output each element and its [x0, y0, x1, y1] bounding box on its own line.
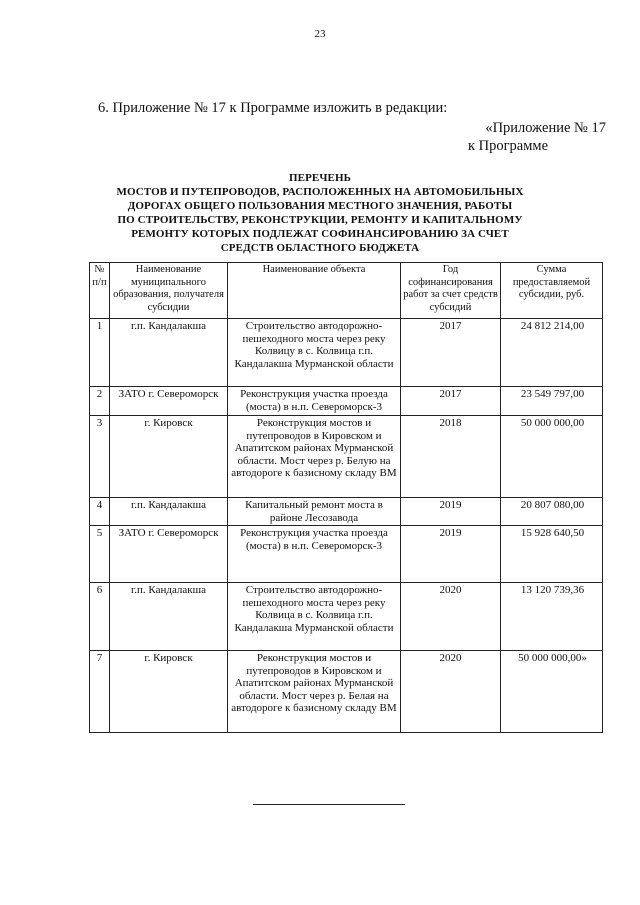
cell-object: Реконструкция участка проезда (моста) в н.п. Североморск-3 [228, 526, 401, 583]
title-line-3: ДОРОГАХ ОБЩЕГО ПОЛЬЗОВАНИЯ МЕСТНОГО ЗНАЧЕНИЯ, РАБОТЫ [127, 200, 513, 212]
cell-municipality: г. Кировск [110, 416, 228, 498]
cell-year: 2020 [401, 583, 501, 651]
header-amount: Сумма предоставляемой субсидии, руб. [501, 263, 603, 319]
table-row [90, 526, 603, 583]
cell-amount: 23 549 797,00 [501, 387, 603, 416]
cell-municipality: г.п. Кандалакша [110, 319, 228, 387]
cell-municipality: г.п. Кандалакша [110, 583, 228, 651]
table-row [90, 387, 603, 416]
cell-amount: 24 812 214,00 [501, 319, 603, 387]
cell-num: 3 [90, 416, 110, 498]
header-municipality: Наименование муниципального образования, получателя субсидии [110, 263, 228, 319]
title-line-6: СРЕДСТВ ОБЛАСТНОГО БЮДЖЕТА [220, 242, 420, 254]
title-line-2: МОСТОВ И ПУТЕПРОВОДОВ, РАСПОЛОЖЕННЫХ НА АВТОМОБИЛЬНЫХ [116, 186, 524, 198]
cell-num: 4 [90, 498, 110, 526]
cell-municipality: г. Кировск [110, 651, 228, 733]
cell-amount: 15 928 640,50 [501, 526, 603, 583]
table-row [90, 416, 603, 498]
cell-num: 5 [90, 526, 110, 583]
cell-num: 7 [90, 651, 110, 733]
cell-year: 2017 [401, 387, 501, 416]
cell-year: 2020 [401, 651, 501, 733]
title-line-4: ПО СТРОИТЕЛЬСТВУ, РЕКОНСТРУКЦИИ, РЕМОНТУ И КАПИТАЛЬНОМУ [117, 214, 523, 226]
title-line-5: РЕМОНТУ КОТОРЫХ ПОДЛЕЖАТ СОФИНАНСИРОВАНИЮ ЗА СЧЕТ [131, 228, 509, 240]
appendix-line-1: «Приложение № 17 [485, 120, 606, 136]
page-number: 23 [314, 28, 326, 40]
cell-object: Реконструкция мостов и путепроводов в Кировском и Апатитском районах Мурманской области. Мост через р. Белую на автодороге к базисному складу ВМ [228, 416, 401, 498]
cell-amount: 20 807 080,00 [501, 498, 603, 526]
cell-year: 2017 [401, 319, 501, 387]
header-year: Год софинансирования работ за счет средств субсидий [401, 263, 501, 319]
objects-table [89, 262, 603, 733]
cell-object: Капитальный ремонт моста в районе Лесозавода [228, 498, 401, 526]
intro-paragraph: 6. Приложение № 17 к Программе изложить в редакции: [98, 100, 448, 116]
cell-municipality: г.п. Кандалакша [110, 498, 228, 526]
cell-amount: 50 000 000,00 [501, 416, 603, 498]
cell-num: 2 [90, 387, 110, 416]
appendix-line-2: к Программе [467, 138, 548, 154]
cell-object: Строительство автодорожно-пешеходного моста через реку Колвицу в с. Колвица г.п. Кандалакша Мурманской области [228, 319, 401, 387]
cell-municipality: ЗАТО г. Североморск [110, 526, 228, 583]
document-title [0, 171, 640, 255]
title-line-1: ПЕРЕЧЕНЬ [289, 172, 351, 184]
header-object: Наименование объекта [228, 263, 401, 319]
table-row [90, 498, 603, 526]
cell-num: 1 [90, 319, 110, 387]
table-row [90, 651, 603, 733]
table-row [90, 319, 603, 387]
header-num: № п/п [90, 263, 110, 319]
cell-num: 6 [90, 583, 110, 651]
cell-object: Строительство автодорожно-пешеходного моста через реку Колвица в с. Колвица г.п. Кандалакша Мурманской области [228, 583, 401, 651]
cell-year: 2019 [401, 526, 501, 583]
cell-amount: 13 120 739,36 [501, 583, 603, 651]
cell-object: Реконструкция мостов и путепроводов в Кировском и Апатитском районах Мурманской области. Мост через р. Белая на автодороге к базисному складу ВМ [228, 651, 401, 733]
cell-object: Реконструкция участка проезда (моста) в н.п. Североморск-3 [228, 387, 401, 416]
cell-amount: 50 000 000,00» [501, 651, 603, 733]
appendix-reference [468, 119, 606, 155]
table-header-row [90, 263, 603, 319]
closing-rule-line [253, 804, 405, 805]
cell-year: 2018 [401, 416, 501, 498]
table-row [90, 583, 603, 651]
cell-municipality: ЗАТО г. Североморск [110, 387, 228, 416]
cell-year: 2019 [401, 498, 501, 526]
